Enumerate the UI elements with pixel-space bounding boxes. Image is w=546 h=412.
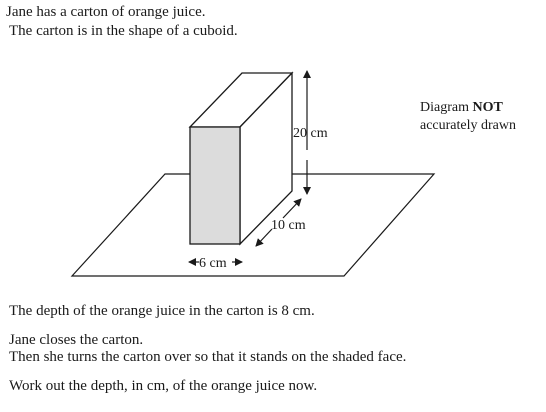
turn-statement: Then she turns the carton over so that it stands on the shaded face. [9,349,407,365]
depth-label: 10 cm [271,218,306,233]
close-statement: Jane closes the carton. [9,332,144,348]
diagram-note-prefix: Diagram [420,100,473,115]
height-label: 20 cm [293,126,328,141]
intro-line-2: The carton is in the shape of a cuboid. [9,23,238,39]
diagram-note [420,99,516,135]
diagram-note-emphasis: NOT [472,100,503,115]
task-statement: Work out the depth, in cm, of the orange juice now. [9,378,318,394]
intro-line-1: Jane has a carton of orange juice. [6,4,206,20]
diagram-note-line-1 [420,99,516,117]
cuboid-shaded-face [190,127,240,244]
width-label: 6 cm [199,256,227,271]
diagram-note-line-2: accurately drawn [420,118,516,133]
depth-statement: The depth of the orange juice in the carton is 8 cm. [9,303,315,319]
